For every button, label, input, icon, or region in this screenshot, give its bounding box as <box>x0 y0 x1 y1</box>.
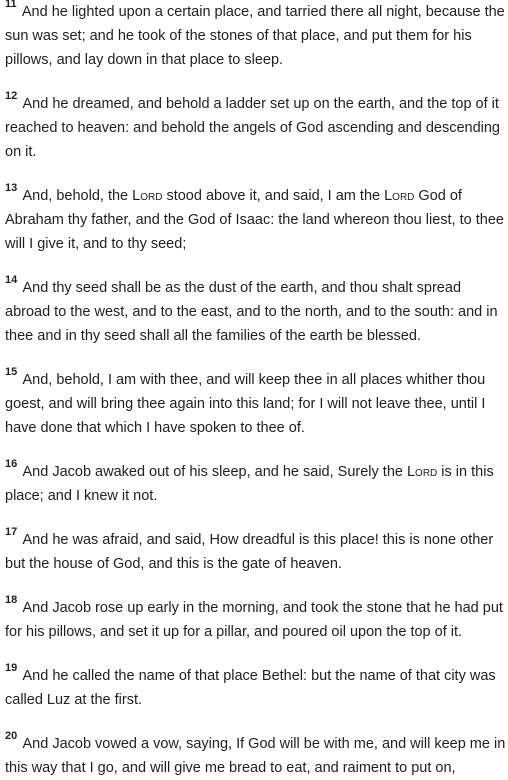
verse-number: 14 <box>5 274 18 286</box>
verse-text-part: is in this place; and I knew it not. <box>5 464 494 504</box>
verse-18 <box>5 596 506 644</box>
divine-name-lord: Lord <box>406 464 438 480</box>
verse-15 <box>5 368 506 440</box>
verse-number: 11 <box>5 0 17 10</box>
verse-number: 17 <box>5 526 18 538</box>
verse-text-part: And Jacob awaked out of his sleep, and he said, Surely the <box>22 464 407 480</box>
verse-text-part: God of Abraham thy father, and the God of Isaac: the land whereon thou liest, to thee will I give it, and to thy seed; <box>5 188 504 252</box>
verse-19 <box>5 664 506 712</box>
verse-number: 19 <box>5 662 18 674</box>
verse-text: And he called the name of that place Bethel: but the name of that city was called Luz at the first. <box>5 668 496 708</box>
verse-number: 12 <box>5 90 18 102</box>
verse-14 <box>5 276 506 348</box>
verse-20 <box>5 732 506 780</box>
verse-text: And he was afraid, and said, How dreadful is this place! this is none other but the house of God, and this is the gate of heaven. <box>5 532 494 572</box>
verse-text: And he dreamed, and behold a ladder set up on the earth, and the top of it reached to heaven: and behold the angels of God ascending and descending on it. <box>5 96 500 160</box>
verse-11 <box>5 0 506 72</box>
verse-text: And, behold, I am with thee, and will keep thee in all places whither thou goest, and will bring thee again into this land; for I will not leave thee, until I have done that which I have spoken to thee of. <box>5 372 486 436</box>
verse-number: 13 <box>5 182 18 194</box>
verse-text-part: And, behold, the <box>22 188 133 204</box>
verse-12 <box>5 92 506 164</box>
verse-number: 15 <box>5 366 18 378</box>
verse-text: And Jacob vowed a vow, saying, If God will be with me, and will keep me in this way that I go, and will give me bread to eat, and raiment to put on, <box>5 736 506 776</box>
verse-text-part: stood above it, and said, I am the <box>162 188 385 204</box>
verse-number: 16 <box>5 458 18 470</box>
verse-text: And Jacob rose up early in the morning, and took the stone that he had put for his pillows, and set it up for a pillar, and poured oil upon the top of it. <box>5 600 503 640</box>
verse-text: And he lighted upon a certain place, and tarried there all night, because the sun was set; and he took of the stones of that place, and put them for his pillows, and lay down in that place to sleep. <box>5 4 505 68</box>
divine-name-lord: Lord <box>132 188 163 204</box>
verse-13 <box>5 184 506 256</box>
verse-number: 18 <box>5 594 18 606</box>
divine-name-lord: Lord <box>384 188 415 204</box>
verse-17 <box>5 528 506 576</box>
verse-number: 20 <box>5 730 18 742</box>
verse-16 <box>5 460 506 508</box>
verse-text: And thy seed shall be as the dust of the earth, and thou shalt spread abroad to the west, and to the east, and to the north, and to the south: and in thee and in thy seed shall all the families of the earth be blessed. <box>5 280 498 344</box>
